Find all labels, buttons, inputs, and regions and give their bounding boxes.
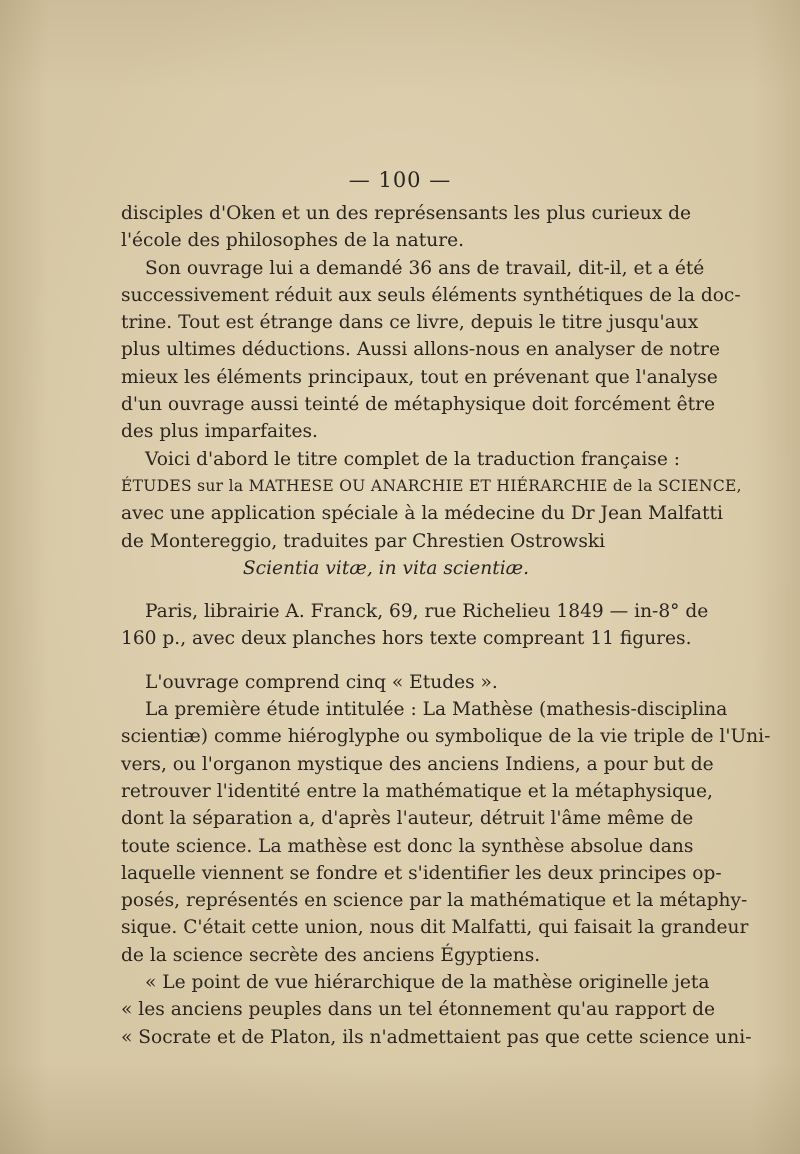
- text-line: avec une application spéciale à la médecine du Dr Jean Malfatti: [121, 503, 723, 525]
- text-line: « Socrate et de Platon, ils n'admettaient pas que cette science uni-: [121, 1026, 752, 1048]
- text-line: Voici d'abord le titre complet de la traduction française :: [145, 448, 681, 470]
- body-text: [121, 200, 771, 1051]
- text-line: de Montereggio, traduites par Chrestien Ostrowski: [121, 530, 606, 552]
- text-line: mieux les éléments principaux, tout en prévenant que l'analyse: [121, 366, 718, 388]
- text-line: disciples d'Oken et un des représensants les plus curieux de: [121, 203, 691, 224]
- text-line: La première étude intitulée : La Mathèse (mathesis-disciplina: [145, 699, 728, 721]
- text-line: vers, ou l'organon mystique des anciens Indiens, a pour but de: [121, 753, 714, 775]
- text-line: L'ouvrage comprend cinq « Etudes ».: [145, 671, 498, 693]
- spacer: [121, 653, 651, 669]
- text-line: des plus imparfaites.: [121, 421, 318, 443]
- text-line: sique. C'était cette union, nous dit Malfatti, qui faisait la grandeur: [121, 917, 749, 939]
- text-line: successivement réduit aux seuls éléments synthétiques de la doc-: [121, 284, 741, 306]
- text-line: Paris, librairie A. Franck, 69, rue Richelieu 1849 — in-8° de: [145, 601, 709, 623]
- text-line: laquelle viennent se fondre et s'identifier les deux principes op-: [121, 862, 722, 884]
- title-line: ÉTUDES sur la MATHESE OU ANARCHIE ET HIÉRARCHIE de la SCIENCE,: [121, 476, 742, 495]
- text-line: plus ultimes déductions. Aussi allons-nous en analyser de notre: [121, 339, 720, 361]
- text-line: « les anciens peuples dans un tel étonnement qu'au rapport de: [121, 999, 716, 1021]
- text-line: 160 p., avec deux planches hors texte compreant 11 figures.: [121, 628, 692, 650]
- text-line: toute science. La mathèse est donc la synthèse absolue dans: [121, 835, 694, 857]
- text-line: Son ouvrage lui a demandé 36 ans de travail, dit-il, et a été: [145, 257, 705, 279]
- text-line: l'école des philosophes de la nature.: [121, 230, 464, 252]
- text-line: dont la séparation a, d'après l'auteur, détruit l'âme même de: [121, 808, 694, 830]
- text-line: de la science secrète des anciens Égyptiens.: [121, 944, 541, 966]
- text-line: « Le point de vue hiérarchique de la mathèse originelle jeta: [145, 972, 710, 994]
- motto: Scientia vitæ, in vita scientiæ.: [242, 557, 530, 579]
- text-line: d'un ouvrage aussi teinté de métaphysique doit forcément être: [121, 394, 715, 416]
- text-line: trine. Tout est étrange dans ce livre, depuis le titre jusqu'aux: [121, 312, 699, 334]
- text-line: retrouver l'identité entre la mathématique et la métaphysique,: [121, 780, 713, 802]
- text-line: posés, représentés en science par la mathématique et la métaphy-: [121, 890, 748, 912]
- spacer: [121, 582, 651, 598]
- text-line: scientiæ) comme hiéroglyphe ou symbolique de la vie triple de l'Uni-: [121, 726, 771, 748]
- page-number: — 100 —: [348, 168, 452, 192]
